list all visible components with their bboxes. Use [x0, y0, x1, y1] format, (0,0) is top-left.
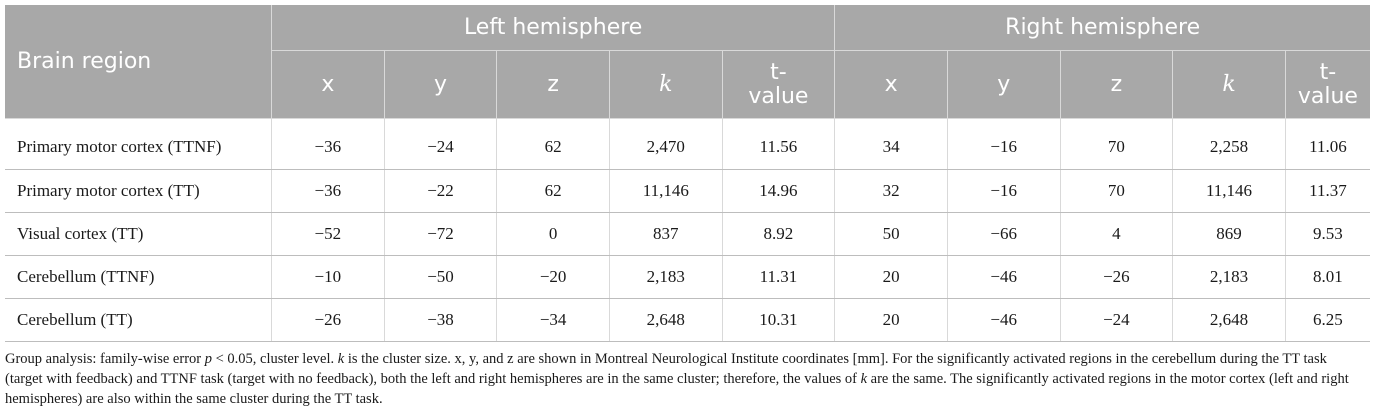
region-cell: Primary motor cortex (TT) — [5, 170, 272, 213]
cell: −26 — [272, 299, 385, 342]
cell: 70 — [1060, 119, 1173, 170]
cell: 20 — [835, 256, 948, 299]
table-row — [5, 213, 1370, 256]
cell: −24 — [1060, 299, 1173, 342]
activation-table — [5, 5, 1370, 342]
cell: 8.92 — [722, 213, 835, 256]
region-cell: Visual cortex (TT) — [5, 213, 272, 256]
table-row — [5, 299, 1370, 342]
footnote-text-3: is the cluster size. x, y, and z are shown in Montreal Neurological Institute coordinates [mm]. For the significantly activated regions in the cerebellum during the TT task (target with feedback) and TTNF task (target with no feedback), both the left and right hemispheres are in the same cluster; therefore, the values of — [5, 351, 1327, 387]
cell: −20 — [497, 256, 610, 299]
cell: −50 — [384, 256, 497, 299]
cell: 2,183 — [609, 256, 722, 299]
col-header-left-hemisphere: Left hemisphere — [272, 5, 835, 51]
cell: −10 — [272, 256, 385, 299]
col-header-right-x: x — [835, 51, 948, 119]
table-row — [5, 119, 1370, 170]
col-header-right-k: k — [1173, 51, 1286, 119]
cell: 0 — [497, 213, 610, 256]
cell: 34 — [835, 119, 948, 170]
cell: 20 — [835, 299, 948, 342]
cell: −38 — [384, 299, 497, 342]
cell: −36 — [272, 119, 385, 170]
results-table-container — [5, 5, 1370, 409]
footnote-k-symbol: k — [860, 371, 868, 387]
table-footnote — [5, 349, 1365, 409]
cell: 32 — [835, 170, 948, 213]
col-header-right-z: z — [1060, 51, 1173, 119]
region-cell: Cerebellum (TTNF) — [5, 256, 272, 299]
cell: 2,648 — [609, 299, 722, 342]
cell: 11,146 — [1173, 170, 1286, 213]
cell: −22 — [384, 170, 497, 213]
col-header-brain-region: Brain region — [5, 5, 272, 119]
col-header-left-y: y — [384, 51, 497, 119]
cell: 2,648 — [1173, 299, 1286, 342]
cell: 50 — [835, 213, 948, 256]
col-header-right-hemisphere: Right hemisphere — [835, 5, 1370, 51]
cell: 62 — [497, 119, 610, 170]
cell: −72 — [384, 213, 497, 256]
cell: 11,146 — [609, 170, 722, 213]
cell: 8.01 — [1285, 256, 1370, 299]
footnote-text-2: < 0.05, cluster level. — [211, 351, 338, 367]
cell: −16 — [947, 119, 1060, 170]
table-row — [5, 256, 1370, 299]
cell: −26 — [1060, 256, 1173, 299]
cell: 11.31 — [722, 256, 835, 299]
cell: 6.25 — [1285, 299, 1370, 342]
cell: 869 — [1173, 213, 1286, 256]
col-header-left-x: x — [272, 51, 385, 119]
table-row — [5, 170, 1370, 213]
footnote-text-1: Group analysis: family-wise error — [5, 351, 205, 367]
cell: 62 — [497, 170, 610, 213]
cell: 837 — [609, 213, 722, 256]
cell: −36 — [272, 170, 385, 213]
col-header-left-k: k — [609, 51, 722, 119]
col-header-right-t-value: t- value — [1285, 51, 1370, 119]
cell: −24 — [384, 119, 497, 170]
footnote-p-symbol: p — [204, 351, 212, 367]
region-cell: Primary motor cortex (TTNF) — [5, 119, 272, 170]
cell: 2,258 — [1173, 119, 1286, 170]
col-header-left-t-value: t- value — [722, 51, 835, 119]
cell: −46 — [947, 256, 1060, 299]
footnote-k-symbol: k — [337, 351, 345, 367]
cell: 14.96 — [722, 170, 835, 213]
cell: −52 — [272, 213, 385, 256]
cell: 11.06 — [1285, 119, 1370, 170]
cell: 11.37 — [1285, 170, 1370, 213]
cell: 9.53 — [1285, 213, 1370, 256]
cell: 10.31 — [722, 299, 835, 342]
cell: 2,183 — [1173, 256, 1286, 299]
cell: −34 — [497, 299, 610, 342]
cell: −66 — [947, 213, 1060, 256]
col-header-right-y: y — [947, 51, 1060, 119]
cell: 70 — [1060, 170, 1173, 213]
cell: 11.56 — [722, 119, 835, 170]
cell: −46 — [947, 299, 1060, 342]
col-header-left-z: z — [497, 51, 610, 119]
footnote-text-4: are the same. The significantly activated regions in the motor cortex (left and right hemispheres) are also within the same cluster during the TT task. — [5, 371, 1349, 407]
cell: 4 — [1060, 213, 1173, 256]
cell: −16 — [947, 170, 1060, 213]
cell: 2,470 — [609, 119, 722, 170]
region-cell: Cerebellum (TT) — [5, 299, 272, 342]
